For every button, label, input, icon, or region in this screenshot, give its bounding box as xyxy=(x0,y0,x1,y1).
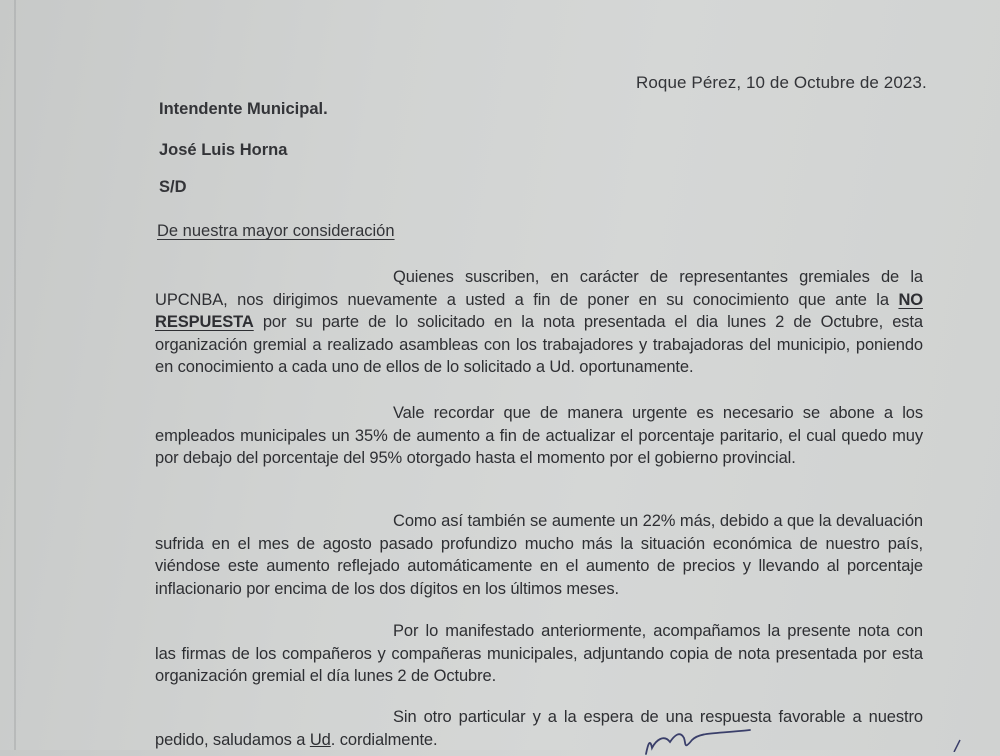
place-date: Roque Pérez, 10 de Octubre de 2023. xyxy=(636,73,927,92)
paragraph-closing xyxy=(155,706,923,751)
greeting: De nuestra mayor consideración xyxy=(157,222,395,240)
paragraph-1 xyxy=(155,266,923,379)
paragraph-2 xyxy=(155,402,923,470)
ud-abbrev: Ud xyxy=(309,730,331,749)
closing-before: Sin otro particular y a la espera de una respuesta favorable a nuestro pedido, saludamos a xyxy=(155,708,923,749)
closing-after: . cordialmente. xyxy=(330,730,438,749)
no-respuesta-emphasis: NO RESPUESTA xyxy=(155,290,923,331)
paper-fold-line xyxy=(14,0,16,750)
paragraph-1-before: Quienes suscriben, en carácter de representantes gremiales de la UPCNBA, nos dirigimos nuevamente a usted a fin de poner en su conocimiento que ante la xyxy=(155,268,923,309)
paragraph-2-text: Vale recordar que de manera urgente es necesario se abone a los empleados municipales un 35% de aumento a fin de actualizar el porcentaje paritario, el cual quedo muy por debajo del porcentaje del 95% otorgado hasta el momento por el gobierno provincial. xyxy=(155,404,923,467)
recipient-name: José Luis Horna xyxy=(159,141,288,159)
recipient-title: Intendente Municipal. xyxy=(159,100,328,118)
recipient-abbrev: S/D xyxy=(159,178,187,196)
paragraph-1-after: por su parte de lo solicitado en la nota presentada el dia lunes 2 de Octubre, esta organización gremial a realizado asambleas con los trabajadores y trabajadoras del municipio, poniendo en conocimiento a cada uno de ellos de lo solicitado a Ud. oportunamente. xyxy=(155,313,923,376)
paragraph-4-text: Por lo manifestado anteriormente, acompañamos la presente nota con las firmas de los compañeros y compañeras municipales, adjuntando copia de nota presentada por esta organización gremial el día lunes 2 de Octubre. xyxy=(155,622,923,685)
paragraph-3 xyxy=(155,510,923,600)
signature-mark xyxy=(640,726,760,756)
paragraph-4 xyxy=(155,620,923,688)
paragraph-3-text: Como así también se aumente un 22% más, debido a que la devaluación sufrida en el mes de agosto pasado profundizo mucho más la situación económica de nuestro país, viéndose este aumento reflejado automáticamente en el aumento de precios y llevando al porcentaje inflacionario por encima de los dos dígitos en los últimos meses. xyxy=(155,512,923,598)
